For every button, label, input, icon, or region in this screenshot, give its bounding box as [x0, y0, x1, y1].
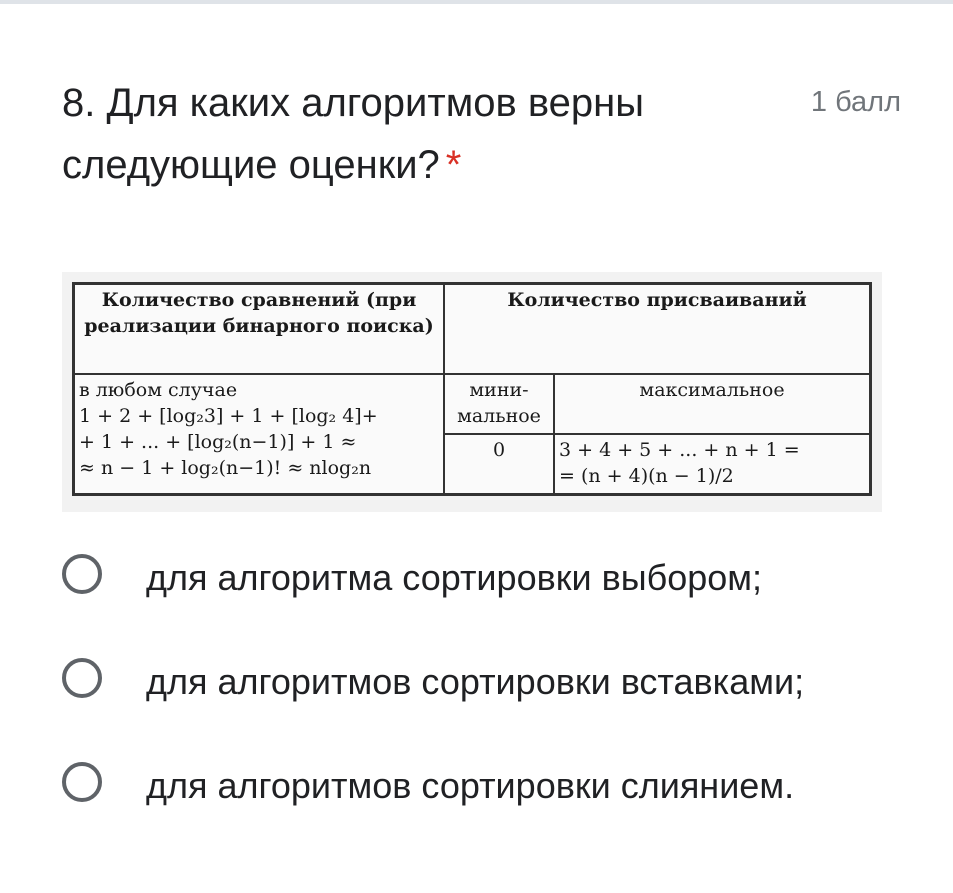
maximal-value-cell	[554, 434, 871, 495]
formula-line-1: 1 + 2 + [log₂3] + 1 + [log₂ 4]+	[79, 405, 378, 427]
radio-button[interactable]	[62, 762, 102, 802]
maximal-header: максимальное	[554, 374, 871, 434]
any-case-label: в любом случае	[79, 379, 238, 401]
option-insertion-sort[interactable]	[62, 648, 922, 752]
header-assignments: Количество присваиваний	[444, 284, 871, 375]
minimal-value: 0	[444, 434, 554, 495]
complexity-table	[72, 282, 872, 496]
option-label[interactable]: для алгоритмов сортировки слиянием.	[146, 765, 795, 806]
required-asterisk: *	[445, 143, 462, 187]
max-formula-line-1: 3 + 4 + 5 + ... + n + 1 =	[559, 439, 800, 461]
minimal-header: мини-мальное	[444, 374, 554, 434]
option-merge-sort[interactable]	[62, 752, 922, 856]
radio-button[interactable]	[62, 554, 102, 594]
question-title-text: 8. Для каких алгоритмов верны следующие оценки?	[62, 81, 644, 187]
question-title	[62, 72, 752, 196]
max-formula-line-2: = (n + 4)(n − 1)/2	[559, 465, 734, 487]
option-label[interactable]: для алгоритмов сортировки вставками;	[146, 661, 805, 702]
comparisons-cell	[74, 374, 445, 495]
header-comparisons: Количество сравнений (при реализации бинарного поиска)	[74, 284, 445, 375]
question-image	[62, 272, 882, 512]
formula-line-2: + 1 + ... + [log₂(n−1)] + 1 ≈	[79, 431, 357, 453]
formula-line-3: ≈ n − 1 + log₂(n−1)! ≈ nlog₂n	[79, 457, 372, 479]
option-selection-sort[interactable]	[62, 544, 922, 648]
option-label[interactable]: для алгоритма сортировки выбором;	[146, 557, 763, 598]
radio-button[interactable]	[62, 658, 102, 698]
question-points: 1 балл	[810, 86, 901, 118]
answer-options	[62, 544, 922, 856]
